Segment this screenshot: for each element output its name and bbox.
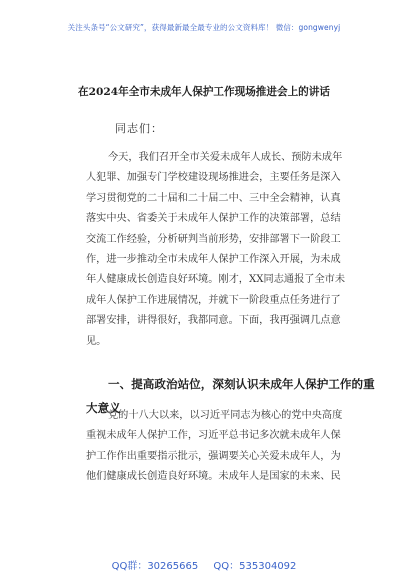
text-line: 作，进一步推动全市未成年人保护工作深入开展，为未成: [86, 254, 341, 266]
text-line: 交流工作经验，分析研判当前形势，安排部署下一阶段工: [86, 233, 341, 245]
text-line: 人犯罪、加强专门学校建设现场推进会，主要任务是深入: [86, 172, 341, 184]
text-line: 重视未成年人保护工作，习近平总书记多次就未成年人保: [86, 430, 341, 442]
text-line: 学习贯彻党的二十届和二十届二中、三中全会精神，认真: [86, 192, 341, 204]
qq-number: QQ：535304092: [213, 561, 297, 572]
text-line: 成年人保护工作进展情况，并就下一阶段重点任务进行了: [86, 294, 341, 306]
text-line: 落实中央、省委关于未成年人保护工作的决策部署，总结: [86, 213, 341, 225]
qq-group-number: QQ群：30265665: [111, 561, 199, 572]
text-line: 年人健康成长创造良好环境。刚才，XX同志通报了全市未: [86, 274, 346, 286]
document-title: 在2024年全市未成年人保护工作现场推进会上的讲话: [78, 86, 330, 98]
text-line: 护工作作出重要指示批示，强调要关心关爱未成年人，为: [86, 450, 341, 462]
contact-footer: [0, 557, 408, 572]
promo-banner: 关注头条号“公文研究”，获得最新最全最专业的公文资料库！ 微信：gongwenyj: [67, 23, 341, 32]
heading-line: 大意义: [86, 401, 121, 415]
text-line: 部署安排，讲得很好，我都同意。下面，我再强调几点意: [86, 315, 341, 327]
heading-line: 一、提高政治站位，深刻认识未成年人保护工作的重: [108, 377, 375, 391]
text-line: 他们健康成长创造良好环境。未成年人是国家的未来、民: [86, 471, 341, 483]
paragraph-intro: [86, 148, 346, 352]
text-line: 党的十八大以来，以习近平同志为核心的党中央高度: [108, 410, 343, 421]
greeting: 同志们：: [115, 122, 163, 135]
text-line: 见。: [86, 335, 107, 347]
paragraph-section-one: [86, 406, 343, 488]
text-line: 今天，我们召开全市关爱未成年人成长、预防未成年: [108, 152, 343, 163]
